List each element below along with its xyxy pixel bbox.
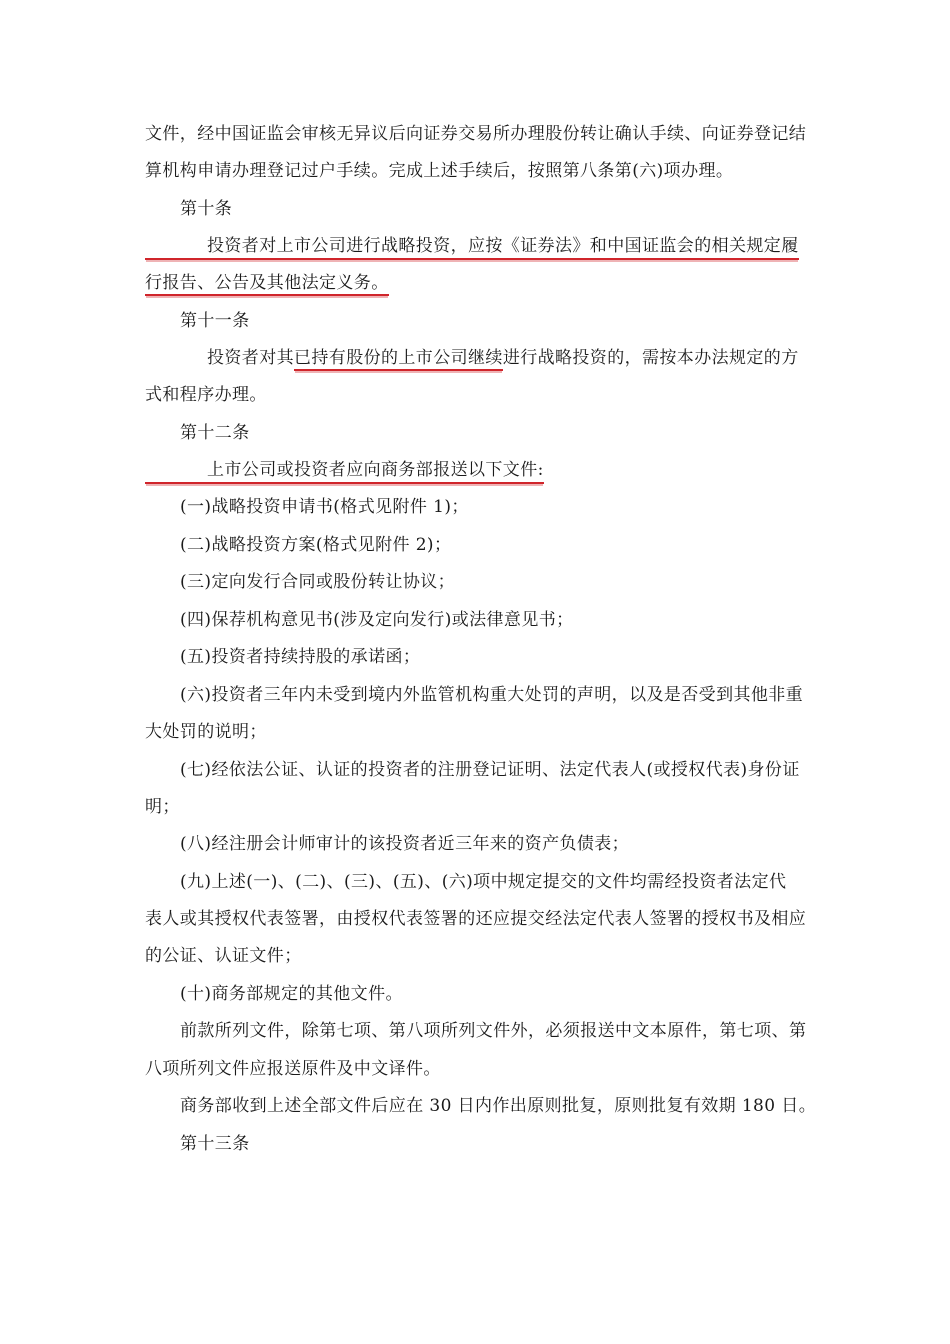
article-11-line-1 xyxy=(145,347,810,369)
list-item-continued: 的公证、认证文件； xyxy=(145,946,302,966)
article-13-heading: 第十三条 xyxy=(180,1134,250,1154)
article-12-intro xyxy=(145,459,810,484)
article-11-heading: 第十一条 xyxy=(180,311,250,331)
list-item: (七)经依法公证、认证的投资者的注册登记证明、法定代表人(或授权代表)身份证 xyxy=(180,760,800,780)
paragraph: 商务部收到上述全部文件后应在 30 日内作出原则批复，原则批复有效期 180 日。 xyxy=(180,1096,817,1116)
list-item: (六)投资者三年内未受到境内外监管机构重大处罚的声明，以及是否受到其他非重 xyxy=(180,685,804,705)
article-12-heading: 第十二条 xyxy=(180,423,250,443)
paragraph-continued: 八项所列文件应报送原件及中文译件。 xyxy=(145,1059,441,1079)
list-item-continued: 明； xyxy=(145,797,180,817)
text-line: 算机构申请办理登记过户手续。完成上述手续后，按照第八条第(六)项办理。 xyxy=(145,161,734,181)
list-item: (四)保荐机构意见书(涉及定向发行)或法律意见书； xyxy=(180,610,574,630)
list-item-continued: 大处罚的说明； xyxy=(145,722,267,742)
text-line: 文件，经中国证监会审核无异议后向证券交易所办理股份转让确认手续、向证券登记结 xyxy=(145,124,807,144)
list-item: (二)战略投资方案(格式见附件 2)； xyxy=(180,535,452,555)
underlined-text: 投资者对上市公司进行战略投资，应按《证券法》和中国证监会的相关规定履 xyxy=(145,235,799,260)
list-item: (八)经注册会计师审计的该投资者近三年来的资产负债表； xyxy=(180,834,630,854)
article-10-heading: 第十条 xyxy=(180,199,233,219)
text-line: 式和程序办理。 xyxy=(145,385,267,405)
list-item: (一)战略投资申请书(格式见附件 1)； xyxy=(180,497,469,517)
list-item: (三)定向发行合同或股份转让协议； xyxy=(180,572,456,592)
underlined-text: 上市公司或投资者应向商务部报送以下文件: xyxy=(145,459,544,484)
list-item: (九)上述(一)、(二)、(三)、(五)、(六)项中规定提交的文件均需经投资者法定代 xyxy=(180,872,787,892)
text-segment: 投资者对其 xyxy=(207,348,294,368)
underlined-text: 已持有股份的上市公司继续 xyxy=(294,348,503,371)
list-item-continued: 表人或其授权代表签署，由授权代表签署的还应提交经法定代表人签署的授权书及相应 xyxy=(145,909,807,929)
paragraph: 前款所列文件，除第七项、第八项所列文件外，必须报送中文本原件，第七项、第 xyxy=(180,1021,807,1041)
article-10-line-2 xyxy=(145,272,810,294)
article-10-line-1 xyxy=(145,235,810,260)
underlined-text: 行报告、公告及其他法定义务。 xyxy=(145,273,389,296)
list-item: (五)投资者持续持股的承诺函； xyxy=(180,647,421,667)
text-segment: 进行战略投资的，需按本办法规定的方 xyxy=(502,348,799,368)
list-item: (十)商务部规定的其他文件。 xyxy=(180,984,403,1004)
